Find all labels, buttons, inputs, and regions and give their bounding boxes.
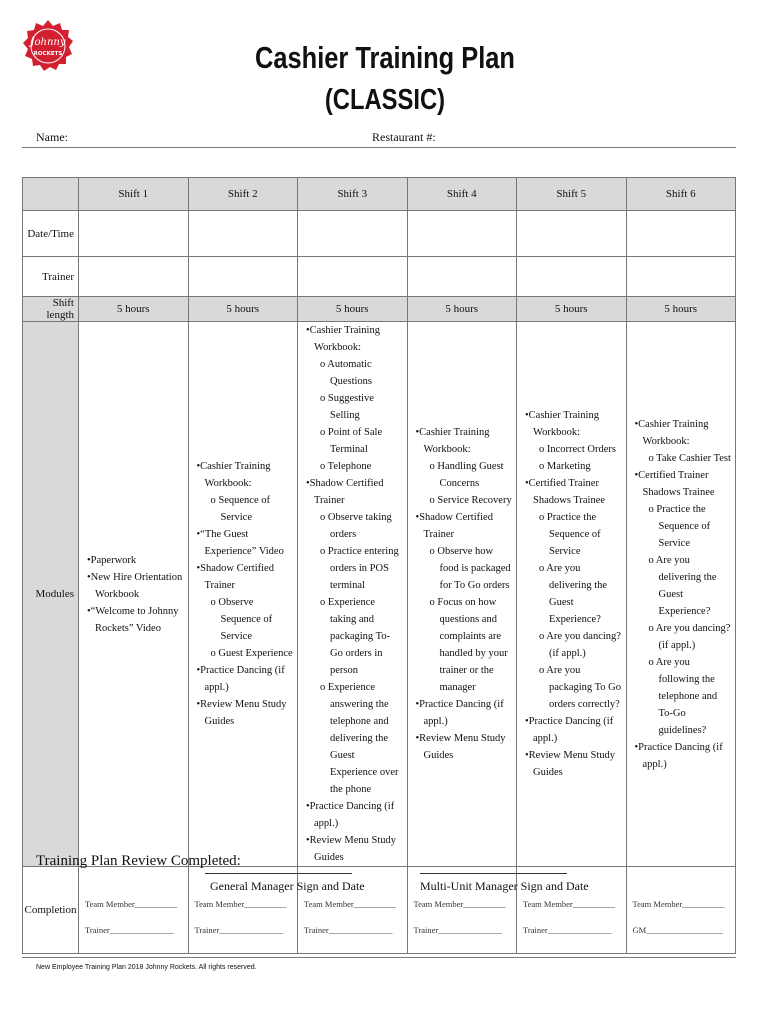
module-item: •Practice Dancing (if appl.) [306, 801, 395, 829]
module-item: •Review Menu Study Guides [196, 699, 287, 727]
team-member-line[interactable]: Team Member__________ [85, 899, 178, 909]
module-item: •Practice Dancing (if appl.) [415, 699, 504, 727]
module-item: •Cashier Training Workbook: [525, 410, 599, 438]
trainer-cell[interactable] [79, 257, 189, 297]
date-cell[interactable] [79, 211, 189, 257]
module-subitem: o Focus on how questions and complaints are handled by your trainer or the manager [429, 597, 508, 693]
module-subitem: o Are you following the telephone and To-Go guidelines? [648, 656, 718, 736]
team-member-line[interactable]: Team Member__________ [632, 899, 725, 909]
trainer-row [23, 257, 736, 297]
module-subitem: o Service Recovery [429, 495, 512, 506]
module-subitem: o Observe Sequence of Service [210, 597, 273, 642]
module-subitem: o Are you delivering the Guest Experience? [539, 563, 608, 625]
module-subitem: o Are you dancing? (if appl.) [539, 631, 621, 659]
team-member-line[interactable]: Team Member__________ [413, 899, 506, 909]
signer-line[interactable]: GM__________________ [632, 925, 723, 935]
module-subitem: o Sequence of Service [210, 495, 270, 523]
module-item: •Paperwork [87, 554, 137, 566]
footer-copyright: New Employee Training Plan 2018 Johnny Rockets. All rights reserved. [22, 957, 736, 971]
shift-length-value: 5 hours [626, 297, 736, 322]
module-subitem: o Telephone [320, 461, 372, 472]
modules-cell [79, 322, 189, 867]
training-plan-table [22, 177, 736, 954]
date-cell[interactable] [298, 211, 408, 257]
modules-label: Modules [23, 322, 79, 867]
shift-length-value: 5 hours [79, 297, 189, 322]
gm-signature-line[interactable] [205, 873, 352, 874]
shift-header: Shift 5 [517, 178, 627, 211]
module-item: •Review Menu Study Guides [415, 733, 506, 761]
completion-label: Completion [23, 867, 79, 954]
completion-row [23, 867, 736, 954]
multi-unit-signature-line[interactable] [420, 873, 567, 874]
module-item: •Practice Dancing (if appl.) [525, 716, 614, 744]
date-cell[interactable] [407, 211, 517, 257]
module-item: •Certified Trainer Shadows Trainee [634, 469, 715, 498]
date-cell[interactable] [626, 211, 736, 257]
trainer-cell[interactable] [407, 257, 517, 297]
module-subitem: o Are you dancing? (if appl.) [648, 622, 731, 651]
module-subitem: o Handling Guest Concerns [429, 461, 504, 489]
module-item: •“Welcome to Johnny Rockets” Video [87, 605, 179, 634]
modules-cell [188, 322, 298, 867]
shift-length-value: 5 hours [298, 297, 408, 322]
page-title: Cashier Training Plan [255, 40, 515, 75]
module-subitem: o Take Cashier Test [648, 452, 731, 464]
module-item: •New Hire Orientation Workbook [87, 571, 183, 600]
team-member-line[interactable]: Team Member__________ [523, 899, 616, 909]
module-subitem: o Observe taking orders [320, 512, 392, 540]
module-subitem: o Experience taking and packaging To-Go orders in person [320, 597, 391, 676]
module-item: •Shadow Certified Trainer [306, 478, 384, 506]
module-item: •Cashier Training Workbook: [196, 461, 271, 489]
modules-row [23, 322, 736, 867]
trainer-cell[interactable] [298, 257, 408, 297]
logo-text-johnny: Johnny [30, 37, 66, 48]
restaurant-label[interactable]: Restaurant #: [372, 130, 436, 144]
modules-cell [626, 322, 736, 867]
module-item: •Review Menu Study Guides [306, 835, 397, 863]
trainer-cell[interactable] [517, 257, 627, 297]
modules-cell [298, 322, 408, 867]
module-subitem: o Observe how food is packaged for To Go orders [429, 546, 511, 591]
shift-header: Shift 1 [79, 178, 189, 211]
shift-header: Shift 6 [626, 178, 736, 211]
module-item: •Shadow Certified Trainer [196, 563, 274, 591]
gm-signature-caption: General Manager Sign and Date [210, 879, 365, 893]
signer-line[interactable]: Trainer_______________ [304, 925, 393, 935]
module-item: •Cashier Training Workbook: [634, 418, 709, 447]
module-item: •Review Menu Study Guides [525, 750, 616, 778]
module-subitem: o Practice the Sequence of Service [648, 503, 711, 549]
module-item: •Certified Trainer Shadows Trainee [525, 478, 606, 506]
shift-length-label: Shift length [23, 297, 79, 322]
shift-header: Shift 2 [188, 178, 298, 211]
module-item: •Practice Dancing (if appl.) [196, 665, 285, 693]
module-subitem: o Experience answering the telephone and delivering the Guest Experience over the phone [320, 682, 399, 795]
signer-line[interactable]: Trainer_______________ [194, 925, 283, 935]
modules-cell [407, 322, 517, 867]
module-item: •Shadow Certified Trainer [415, 512, 493, 540]
trainer-cell[interactable] [188, 257, 298, 297]
module-subitem: o Guest Experience [210, 648, 293, 659]
date-time-row [23, 211, 736, 257]
shift-length-value: 5 hours [188, 297, 298, 322]
multi-unit-signature-caption: Multi-Unit Manager Sign and Date [420, 879, 589, 893]
shift-header: Shift 3 [298, 178, 408, 211]
logo-text-rockets: ROCKETS [33, 51, 63, 57]
modules-cell [517, 322, 627, 867]
trainer-cell[interactable] [626, 257, 736, 297]
completion-cell[interactable] [626, 867, 736, 954]
module-subitem: o Point of Sale Terminal [320, 427, 383, 455]
team-member-line[interactable]: Team Member__________ [194, 899, 287, 909]
date-cell[interactable] [517, 211, 627, 257]
module-subitem: o Practice entering orders in POS terminal [320, 546, 399, 591]
shift-header: Shift 4 [407, 178, 517, 211]
team-member-line[interactable]: Team Member__________ [304, 899, 397, 909]
module-subitem: o Are you delivering the Guest Experience? [648, 554, 717, 617]
date-cell[interactable] [188, 211, 298, 257]
shift-length-value: 5 hours [407, 297, 517, 322]
review-completed-label: Training Plan Review Completed: [36, 853, 241, 869]
module-subitem: o Incorrect Orders [539, 444, 616, 455]
date-time-label: Date/Time [23, 211, 79, 257]
johnny-rockets-logo [22, 18, 74, 92]
shift-header-row [23, 178, 736, 211]
name-label[interactable]: Name: [36, 130, 68, 144]
signer-line[interactable]: Trainer_______________ [523, 925, 612, 935]
module-subitem: o Practice the Sequence of Service [539, 512, 601, 557]
page-subtitle: (CLASSIC) [324, 84, 446, 116]
module-subitem: o Marketing [539, 461, 591, 472]
module-subitem: o Are you packaging To Go orders correctly? [539, 665, 621, 710]
module-item: •Cashier Training Workbook: [415, 427, 490, 455]
shift-length-value: 5 hours [517, 297, 627, 322]
module-item: •“The Guest Experience” Video [196, 529, 284, 557]
module-subitem: o Automatic Questions [320, 359, 372, 387]
signer-line[interactable]: Trainer_______________ [85, 925, 174, 935]
completion-cell[interactable] [79, 867, 189, 954]
name-restaurant-row [22, 127, 736, 148]
module-item: •Cashier Training Workbook: [306, 325, 380, 353]
module-subitem: o Suggestive Selling [320, 393, 374, 421]
trainer-label: Trainer [23, 257, 79, 297]
module-item: •Practice Dancing (if appl.) [634, 741, 723, 770]
shift-length-row [23, 297, 736, 322]
signer-line[interactable]: Trainer_______________ [413, 925, 502, 935]
